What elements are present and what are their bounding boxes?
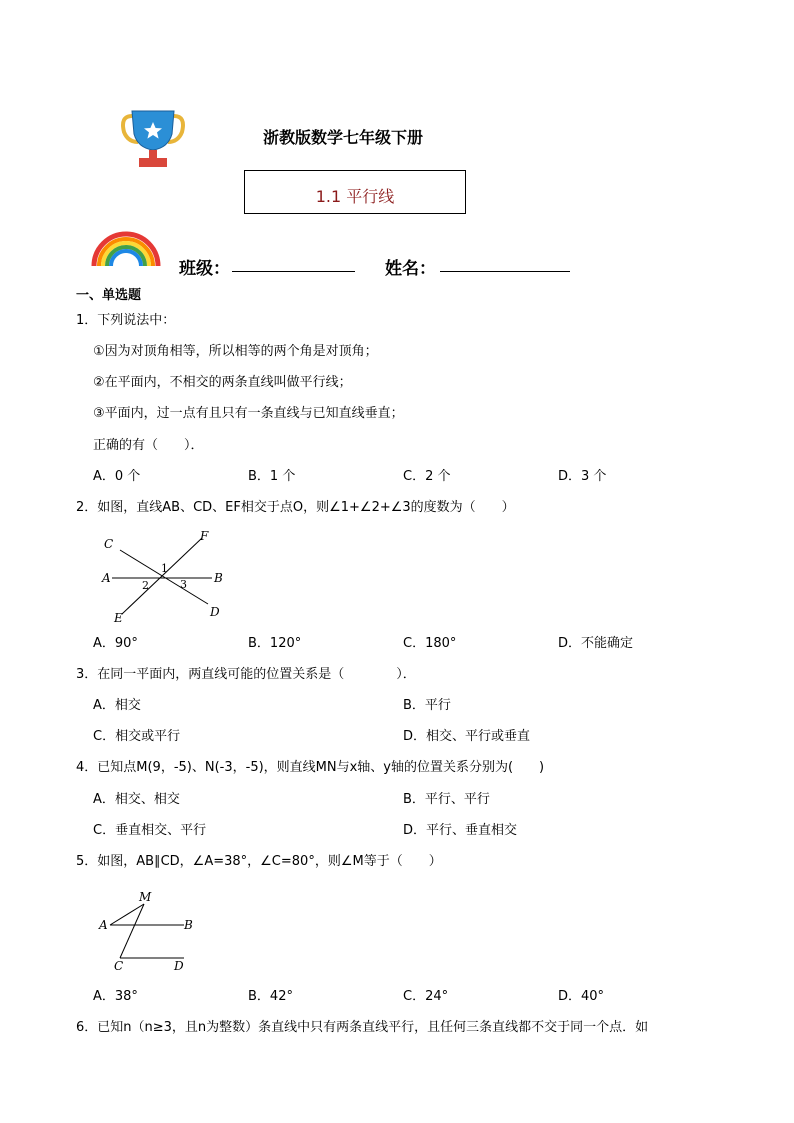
figure-label-f: F	[200, 529, 209, 543]
document-title: 浙教版数学七年级下册	[263, 128, 424, 147]
question-5-stem: 5．如图，AB∥CD，∠A=38°，∠C=80°，则∠M等于（ ）	[76, 854, 442, 869]
question-1-statement: ①因为对顶角相等，所以相等的两个角是对顶角；	[93, 344, 378, 359]
section-title: 一、单选题	[76, 288, 142, 303]
option-a[interactable]: A．90°	[93, 636, 138, 651]
option-b[interactable]: B．平行、平行	[403, 792, 490, 807]
name-input-line[interactable]	[440, 271, 570, 272]
option-d[interactable]: D．3 个	[558, 469, 607, 484]
option-d[interactable]: D．40°	[558, 989, 605, 1004]
question-1-prompt: 正确的有（ ）．	[93, 438, 204, 453]
class-input-line[interactable]	[232, 271, 355, 272]
angle-label-3: 3	[180, 578, 187, 591]
figure-label-m: M	[139, 890, 152, 904]
lesson-title: 1.1 平行线	[315, 187, 395, 206]
angle-label-2: 2	[142, 579, 149, 592]
figure-label-b: B	[214, 571, 223, 585]
option-a[interactable]: A．相交	[93, 698, 141, 713]
option-c[interactable]: C．2 个	[403, 469, 451, 484]
option-d[interactable]: D．相交、平行或垂直	[403, 729, 531, 744]
option-d[interactable]: D．不能确定	[558, 636, 634, 651]
option-b[interactable]: B．平行	[403, 698, 451, 713]
option-c[interactable]: C．180°	[403, 636, 457, 651]
option-c[interactable]: C．相交或平行	[93, 729, 181, 744]
option-a[interactable]: A．0 个	[93, 469, 141, 484]
option-d[interactable]: D．平行、垂直相交	[403, 823, 518, 838]
trophy-icon	[118, 108, 188, 170]
question-1-stem: 1．下列说法中：	[76, 313, 176, 328]
figure-label-a: A	[99, 918, 108, 932]
option-b[interactable]: B．1 个	[248, 469, 296, 484]
question-2-figure	[98, 528, 230, 626]
option-b[interactable]: B．120°	[248, 636, 302, 651]
question-1-statement: ②在平面内，不相交的两条直线叫做平行线；	[93, 375, 352, 390]
figure-label-a: A	[102, 571, 111, 585]
option-c[interactable]: C．垂直相交、平行	[93, 823, 207, 838]
question-1-statement: ③平面内，过一点有且只有一条直线与已知直线垂直；	[93, 406, 404, 421]
option-a[interactable]: A．38°	[93, 989, 138, 1004]
figure-label-c: C	[104, 537, 114, 551]
question-4-stem: 4．已知点M(9，-5)、N(-3，-5)，则直线MN与x轴、y轴的位置关系分别为( )	[76, 760, 545, 775]
question-2-stem: 2．如图，直线AB、CD、EF相交于点O，则∠1+∠2+∠3的度数为（ ）	[76, 500, 515, 515]
option-b[interactable]: B．42°	[248, 989, 293, 1004]
rainbow-icon	[90, 228, 162, 268]
option-c[interactable]: C．24°	[403, 989, 449, 1004]
figure-label-d: D	[174, 959, 184, 973]
question-6-stem: 6．已知n（n≥3，且n为整数）条直线中只有两条直线平行，且任何三条直线都不交于同一个点．如	[76, 1020, 649, 1035]
name-label: 姓名：	[385, 259, 436, 279]
figure-label-c: C	[114, 959, 124, 973]
option-a[interactable]: A．相交、相交	[93, 792, 180, 807]
figure-label-b: B	[184, 918, 193, 932]
figure-label-d: D	[210, 605, 220, 619]
class-label: 班级：	[179, 259, 230, 279]
figure-label-e: E	[114, 611, 123, 625]
question-3-stem: 3．在同一平面内，两直线可能的位置关系是（ ）．	[76, 667, 416, 682]
question-5-figure	[96, 888, 200, 974]
subtitle-box	[244, 170, 466, 214]
angle-label-1: 1	[161, 562, 168, 575]
